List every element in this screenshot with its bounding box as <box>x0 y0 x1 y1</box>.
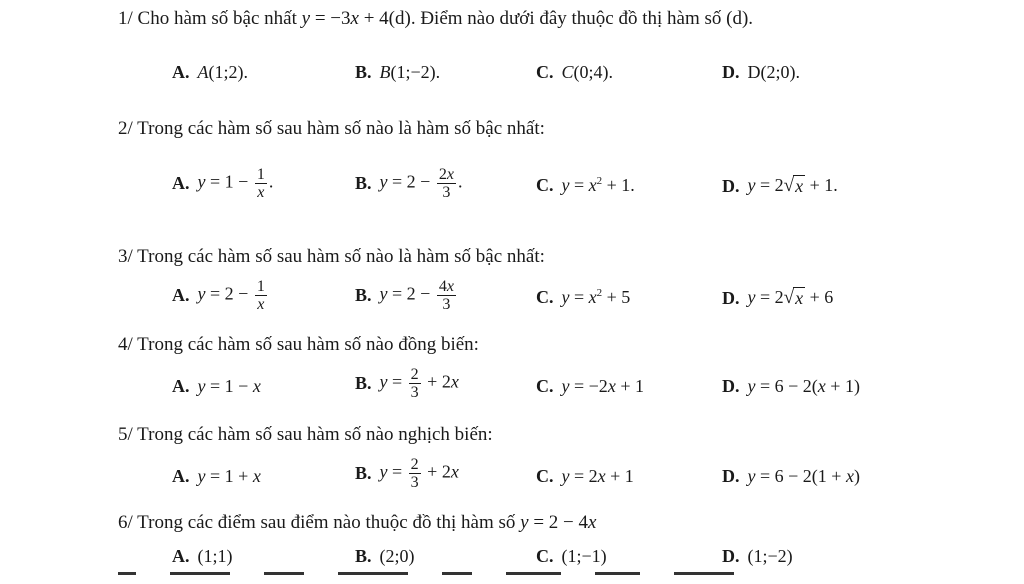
option-value: y = −2x + 1 <box>561 376 644 396</box>
option-letter: C. <box>536 376 554 396</box>
option-letter: A. <box>172 546 190 566</box>
q5-option-d[interactable] <box>722 466 860 487</box>
option-value: y = 6 − 2(1 + x) <box>747 466 860 486</box>
option-letter: B. <box>355 173 372 193</box>
question-5-text: 5/ Trong các hàm số sau hàm số nào nghịch biến: <box>118 424 493 445</box>
q3-option-c[interactable] <box>536 287 630 308</box>
q1-option-b[interactable] <box>355 62 440 83</box>
option-value: y = 2x + 1 <box>561 466 634 486</box>
option-letter: B. <box>355 373 372 393</box>
q4-option-c[interactable] <box>536 376 644 397</box>
question-1-function: y = −3x + 4(d) <box>301 8 411 29</box>
option-value: $y = x^2 + 1$. <box>561 175 635 195</box>
q3-option-b[interactable] <box>355 278 458 313</box>
q4-option-b[interactable] <box>355 366 459 401</box>
cut-off-text-line <box>118 572 818 584</box>
option-letter: A. <box>172 285 190 305</box>
question-6-stem <box>118 512 596 534</box>
option-value: y = $\frac{2}{3}$ + 2x <box>379 366 459 401</box>
q6-option-d[interactable] <box>722 546 793 567</box>
option-letter: C. <box>536 546 554 566</box>
q2-option-b[interactable] <box>355 166 462 201</box>
question-6-function: y = 2 − 4x <box>520 512 597 533</box>
option-value: y = 2 − $\frac{4x}{3}$ <box>379 278 454 313</box>
option-letter: D. <box>722 466 740 486</box>
option-letter: B. <box>355 62 372 82</box>
option-value: y = $\frac{2}{3}$ + 2x <box>379 456 459 491</box>
option-letter: B. <box>355 546 372 566</box>
q4-option-a[interactable] <box>172 376 261 397</box>
question-1-stem <box>118 8 753 30</box>
option-value: A(1;2). <box>197 62 248 82</box>
option-letter: C. <box>536 287 554 307</box>
q3-option-a[interactable] <box>172 278 269 313</box>
option-letter: C. <box>536 175 554 195</box>
option-value: y = 2 − $\frac{2x}{3}$ . <box>379 166 463 201</box>
q1-option-c[interactable] <box>536 62 613 83</box>
q5-option-c[interactable] <box>536 466 634 487</box>
q5-option-b[interactable] <box>355 456 459 491</box>
option-letter: D. <box>722 546 740 566</box>
option-value: (2;0) <box>379 546 415 566</box>
option-letter: D. <box>722 376 740 396</box>
option-value: y = 1 − x <box>197 376 261 396</box>
q2-option-c[interactable] <box>536 175 635 196</box>
question-3-stem <box>118 246 545 268</box>
option-value: y = 2 √ x + 1. <box>747 175 838 196</box>
option-value: D(2;0). <box>747 62 800 82</box>
question-1-text: 1/ Cho hàm số bậc nhất <box>118 8 302 29</box>
option-letter: D. <box>722 62 740 82</box>
option-letter: B. <box>355 285 372 305</box>
option-value: y = 2 − $\frac{1}{x}$ <box>197 278 265 313</box>
option-letter: A. <box>172 173 190 193</box>
q2-option-a[interactable] <box>172 166 273 201</box>
question-4-stem <box>118 334 479 356</box>
option-value: (1;1) <box>197 546 233 566</box>
option-letter: D. <box>722 175 740 196</box>
q3-option-d[interactable] <box>722 287 833 309</box>
option-letter: B. <box>355 463 372 483</box>
q5-option-a[interactable] <box>172 466 261 487</box>
question-6-text: 6/ Trong các điểm sau điểm nào thuộc đồ thị hàm số <box>118 512 521 533</box>
option-value: B(1;−2). <box>379 62 441 82</box>
q6-option-c[interactable] <box>536 546 607 567</box>
option-letter: C. <box>536 62 554 82</box>
q1-option-d[interactable] <box>722 62 800 83</box>
q6-option-a[interactable] <box>172 546 233 567</box>
option-value: y = 6 − 2(x + 1) <box>747 376 860 396</box>
question-1-text-end: . Điểm nào dưới đây thuộc đồ thị hàm số (d). <box>410 8 754 29</box>
option-letter: C. <box>536 466 554 486</box>
q6-option-b[interactable] <box>355 546 415 567</box>
question-2-stem <box>118 118 545 140</box>
option-value: (1;−1) <box>561 546 607 566</box>
q4-option-d[interactable] <box>722 376 860 397</box>
option-value: y = 1 − $\frac{1}{x}$ . <box>197 166 274 201</box>
q1-option-a[interactable] <box>172 62 248 83</box>
q2-option-d[interactable] <box>722 175 838 197</box>
question-4-text: 4/ Trong các hàm số sau hàm số nào đồng biến: <box>118 334 479 355</box>
option-value: y = 1 + x <box>197 466 261 486</box>
option-value: $y = x^2 + 5$ <box>561 287 631 307</box>
option-value: C(0;4). <box>561 62 614 82</box>
question-3-text: 3/ Trong các hàm số sau hàm số nào là hàm số bậc nhất: <box>118 246 545 267</box>
option-letter: A. <box>172 62 190 82</box>
option-value: (1;−2) <box>747 546 793 566</box>
option-letter: D. <box>722 287 740 308</box>
option-letter: A. <box>172 376 190 396</box>
question-2-text: 2/ Trong các hàm số sau hàm số nào là hàm số bậc nhất: <box>118 118 545 139</box>
question-5-stem <box>118 424 493 446</box>
option-value: y = 2 √ x + 6 <box>747 287 834 308</box>
option-letter: A. <box>172 466 190 486</box>
